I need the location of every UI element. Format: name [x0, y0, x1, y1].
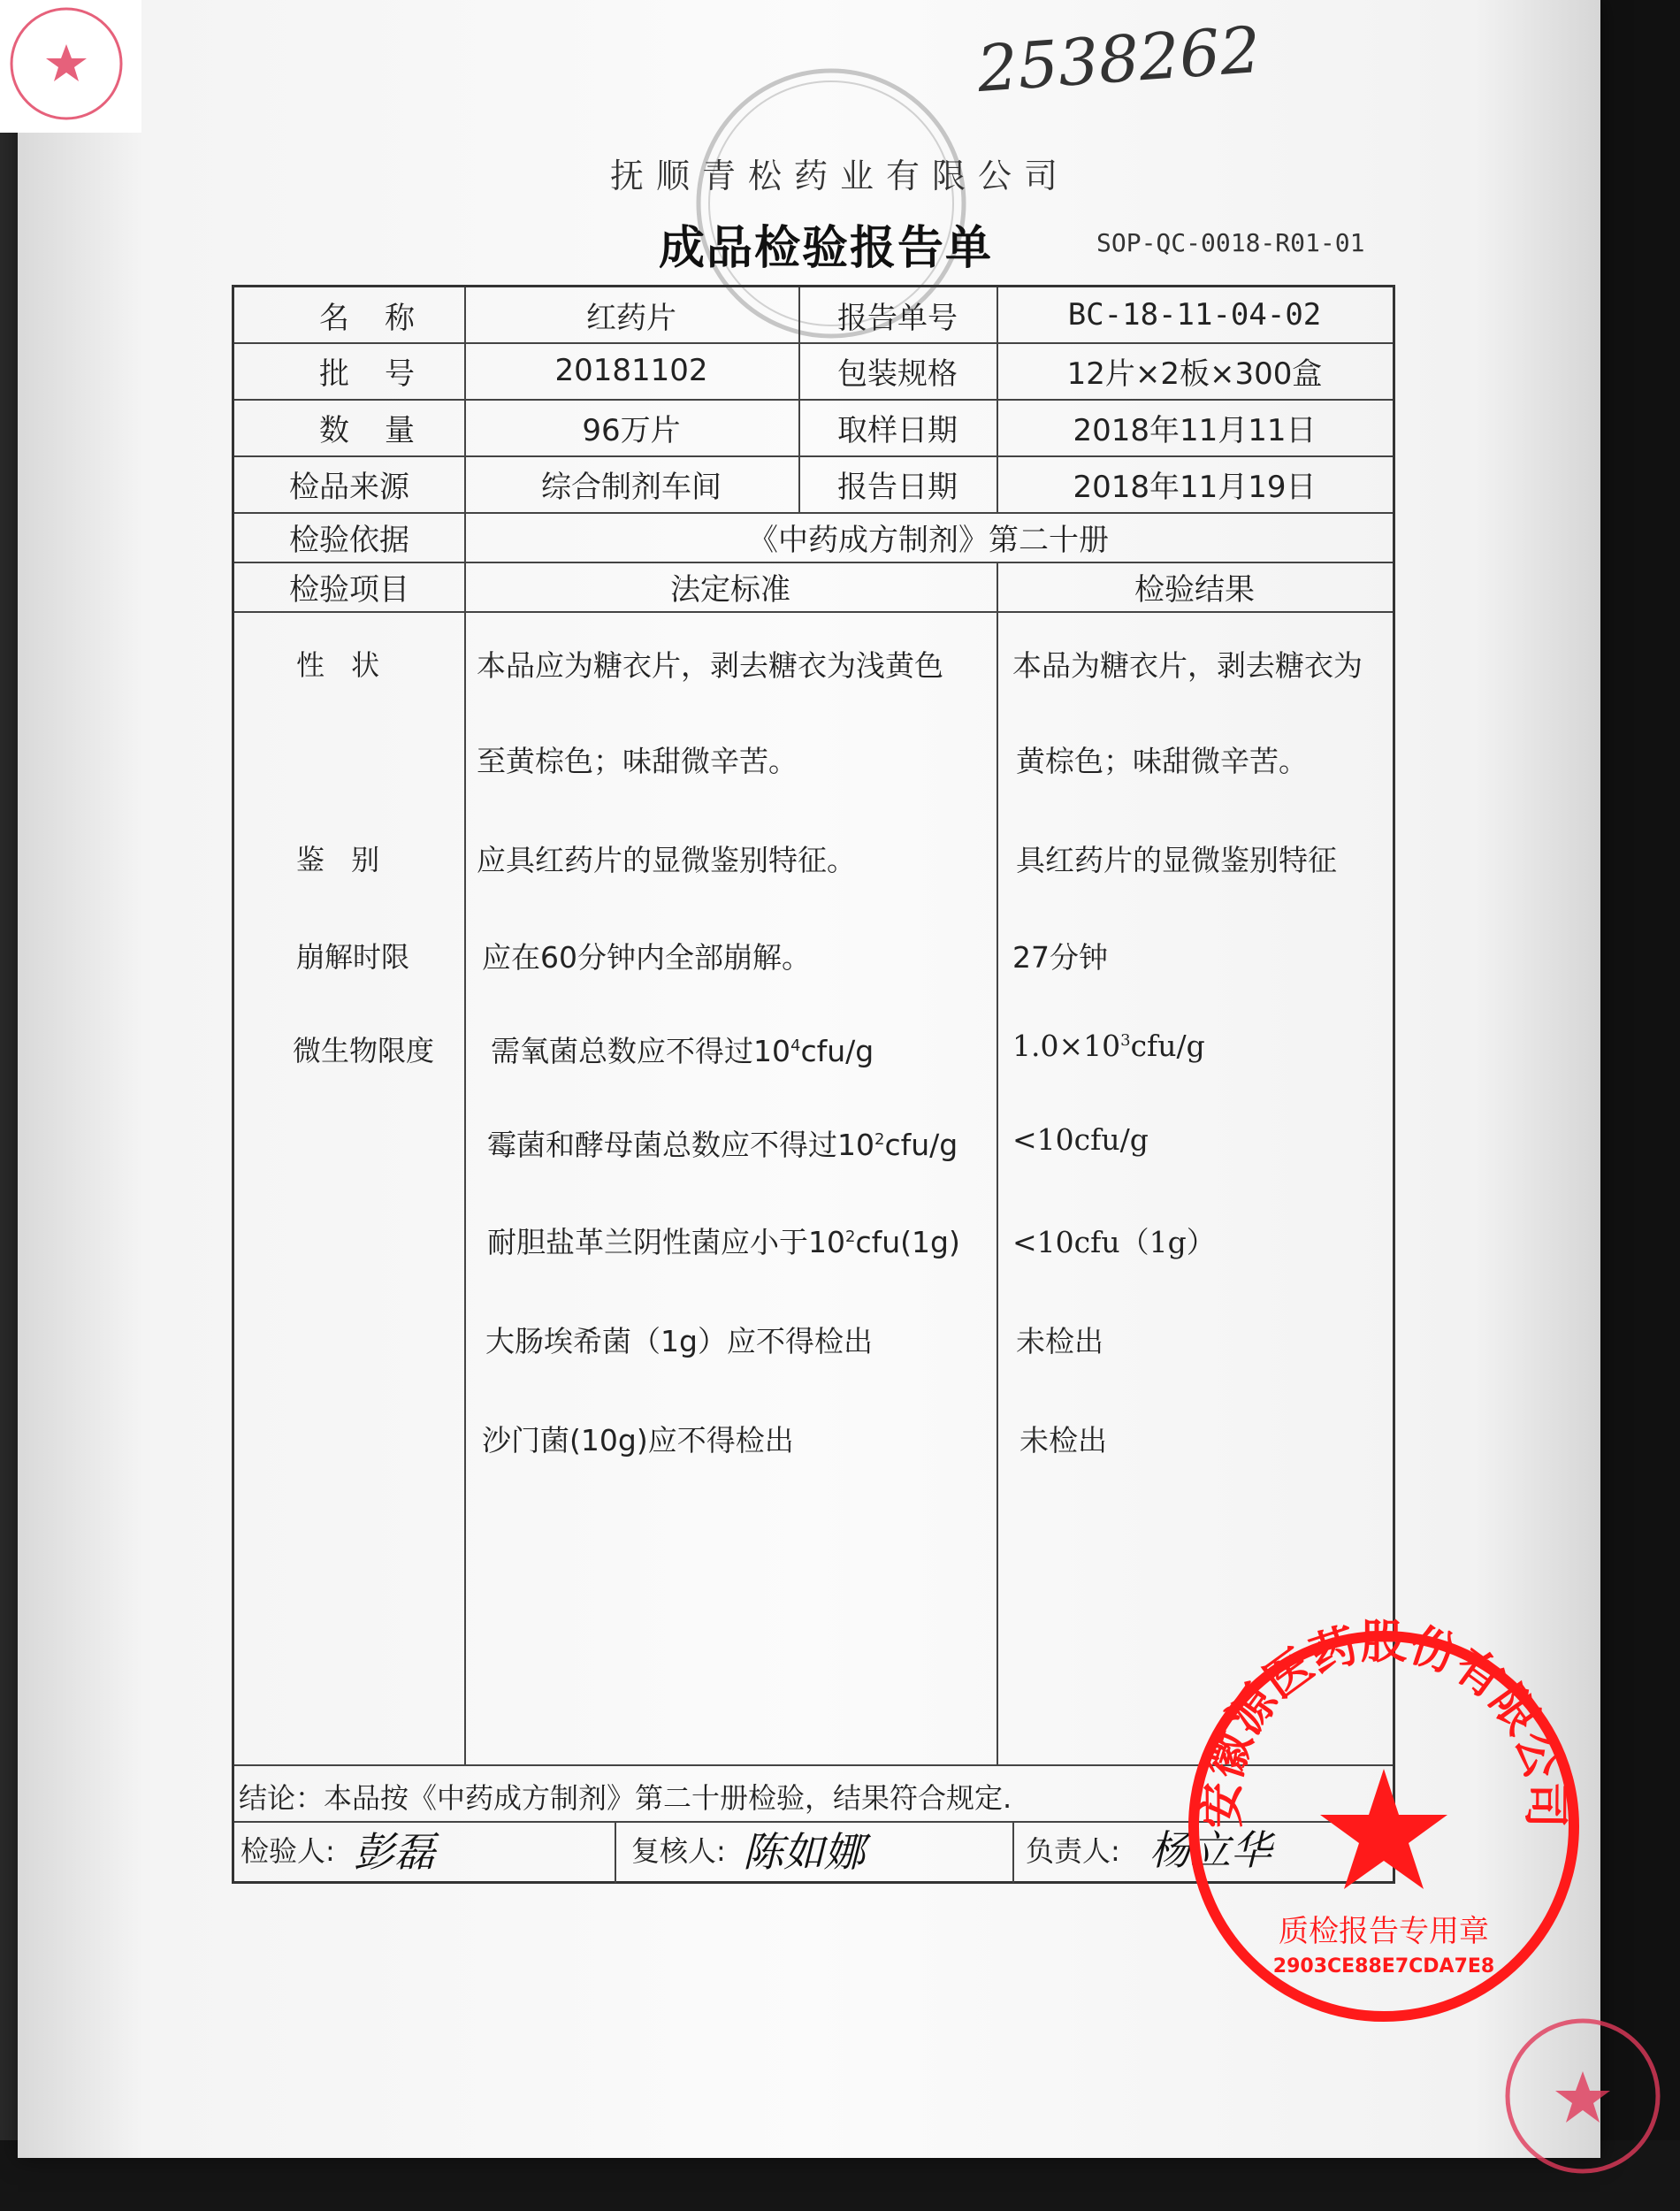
package-value: 12片×2板×300盒	[1066, 356, 1323, 392]
report-date-label: 报告日期	[837, 469, 958, 505]
quantity-label: 数量	[319, 412, 450, 448]
reviewer-signature: 陈如娜	[743, 1828, 865, 1876]
result-salmonella: 未检出	[1019, 1423, 1107, 1457]
result-ecoli: 未检出	[1016, 1324, 1103, 1358]
item-microbial: 微生物限度	[293, 1034, 435, 1067]
batch-label: 批号	[319, 356, 450, 392]
standard-appearance-line2: 至黄棕色；味甜微辛苦。	[477, 744, 798, 778]
package-label: 包装规格	[837, 356, 958, 392]
report-no-value: BC-18-11-04-02	[1067, 297, 1322, 333]
reviewer-label: 复核人:	[631, 1834, 726, 1868]
report-no-label: 报告单号	[837, 300, 958, 336]
company-name: 抚顺青松药业有限公司	[609, 157, 1070, 195]
result-identification: 具红药片的显微鉴别特征	[1016, 843, 1337, 877]
standard-salmonella: 沙门菌(10g)应不得检出	[482, 1423, 794, 1457]
sampling-date-label: 取样日期	[837, 412, 958, 448]
basis-label: 检验依据	[289, 522, 409, 558]
standard-appearance-line1: 本品应为糖衣片，剥去糖衣为浅黄色	[477, 648, 943, 683]
handwritten-number: 2538262	[974, 11, 1264, 107]
stamp-code-text: 2903CE88E7CDA7E8	[1272, 1955, 1495, 1978]
document-title: 成品检验报告单	[659, 222, 994, 275]
item-identification: 鉴 别	[296, 843, 389, 876]
header-item: 检验项目	[289, 571, 409, 608]
header-result: 检验结果	[1134, 571, 1255, 608]
name-label: 名称	[319, 300, 450, 336]
main-red-stamp	[1176, 1618, 1592, 2038]
header-standard: 法定标准	[670, 571, 790, 608]
batch-value: 20181102	[554, 353, 708, 388]
result-aerobic: $1.0\times 10^3cfu/g$	[1012, 1029, 1205, 1063]
stamp-company-text: 安徽源医药股份有限公司	[1195, 1618, 1572, 1829]
stamp-sub-text: 质检报告专用章	[1279, 1914, 1489, 1949]
standard-bile-tolerant: 耐胆盐革兰阴性菌应小于$10^2cfu(1g)$	[487, 1225, 960, 1259]
source-label: 检品来源	[289, 469, 409, 505]
basis-value: 《中药成方制剂》第二十册	[748, 522, 1109, 558]
top-left-stamp	[0, 0, 141, 136]
result-disintegration: 27分钟	[1012, 940, 1108, 975]
responsible-label: 负责人:	[1026, 1834, 1120, 1868]
source-value: 综合制剂车间	[541, 469, 722, 505]
report-date-value: 2018年11月19日	[1073, 469, 1317, 505]
conclusion: 结论：本品按《中药成方制剂》第二十册检验，结果符合规定.	[239, 1781, 1012, 1815]
bottom-right-stamp	[1494, 2008, 1671, 2188]
result-bile-tolerant: <10cfu（1g）	[1012, 1225, 1216, 1259]
standard-aerobic: 需氧菌总数应不得过$10^4cfu/g$	[491, 1034, 874, 1068]
standard-mold: 霉菌和酵母菌总数应不得过$10^2cfu/g$	[487, 1128, 958, 1162]
result-mold: <10cfu/g	[1012, 1122, 1149, 1157]
standard-ecoli: 大肠埃希菌（1g）应不得检出	[485, 1324, 873, 1358]
item-appearance: 性 状	[296, 648, 389, 682]
inspector-label: 检验人:	[241, 1834, 335, 1868]
inspector-signature: 彭磊	[354, 1828, 435, 1876]
sampling-date-value: 2018年11月11日	[1073, 412, 1317, 448]
document-code: SOP-QC-0018-R01-01	[1096, 228, 1365, 257]
standard-disintegration: 应在60分钟内全部崩解。	[482, 940, 811, 975]
result-appearance-line1: 本品为糖衣片，剥去糖衣为	[1012, 648, 1363, 683]
responsible-signature: 杨立华	[1149, 1826, 1271, 1874]
name-value: 红药片	[586, 300, 676, 336]
quantity-value: 96万片	[582, 412, 681, 448]
result-appearance-line2: 黄棕色；味甜微辛苦。	[1016, 744, 1308, 778]
standard-identification: 应具红药片的显微鉴别特征。	[477, 843, 856, 877]
item-disintegration: 崩解时限	[296, 940, 410, 974]
